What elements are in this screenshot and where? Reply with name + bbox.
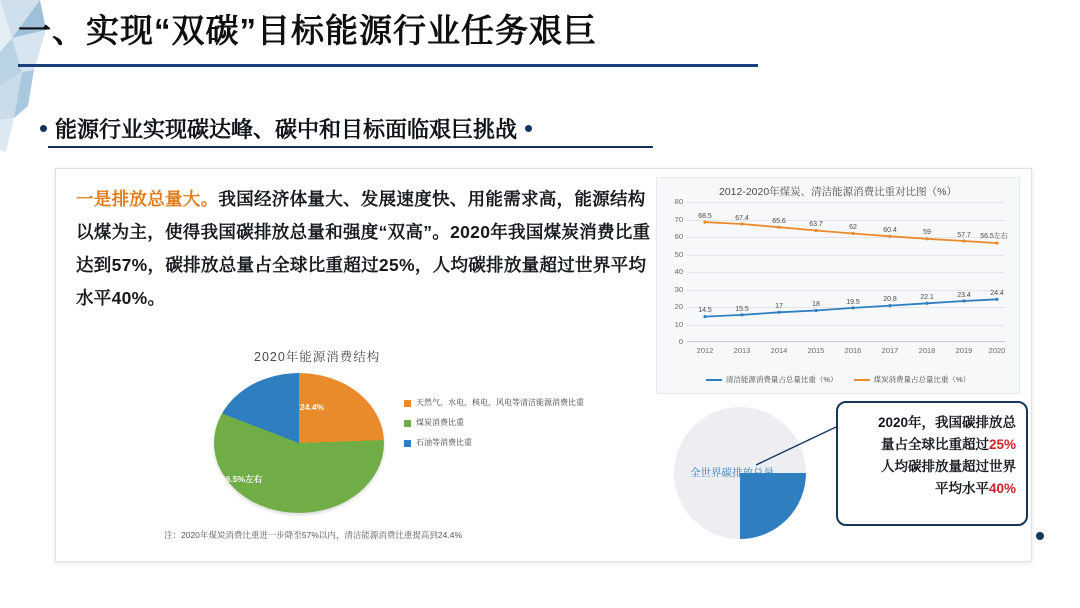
content-card xyxy=(55,168,1032,562)
title-divider xyxy=(18,64,758,67)
ytick: 0 xyxy=(678,337,683,346)
xtick: 2020 xyxy=(988,346,1006,355)
callout-highlight-40: 40% xyxy=(988,481,1016,496)
legend-item xyxy=(854,374,971,385)
callout-line1-b: 我国碳排放总 xyxy=(935,415,1016,430)
data-label-coal: 67.4 xyxy=(735,215,749,222)
legend-item xyxy=(404,417,584,428)
legend-line-clean-icon xyxy=(706,379,722,381)
legend-swatch-oil-icon xyxy=(404,440,411,447)
xtick: 2018 xyxy=(918,346,936,355)
callout-line1-a: 2020年， xyxy=(877,415,935,430)
xtick: 2014 xyxy=(770,346,788,355)
pie-legend xyxy=(404,397,584,457)
data-label-coal: 63.7 xyxy=(809,221,823,228)
line-chart-title: 2012-2020年煤炭、清洁能源消费比重对比图（%） xyxy=(718,186,958,198)
data-label-coal: 59 xyxy=(923,229,931,236)
legend-item xyxy=(706,374,838,385)
xtick: 2019 xyxy=(955,346,973,355)
data-label-clean: 17 xyxy=(775,303,783,310)
data-label-clean: 18 xyxy=(812,301,820,308)
data-label-coal: 60.4 xyxy=(883,227,897,234)
xtick: 2017 xyxy=(881,346,899,355)
page-title xyxy=(18,8,778,66)
subtitle-dot-right xyxy=(525,125,532,132)
ytick: 50 xyxy=(674,249,683,259)
legend-label-clean: 清洁能源消费量占总量比重（%） xyxy=(725,375,838,384)
legend-swatch-coal-icon xyxy=(404,420,411,427)
pie-label-oil: 19.1%左右 xyxy=(152,410,194,420)
callout-line4-a: 平均水平 xyxy=(934,481,989,496)
data-label-clean: 20.8 xyxy=(883,296,897,303)
data-label-clean: 24.4 xyxy=(990,290,1004,297)
xtick: 2013 xyxy=(733,346,751,355)
pie-label-coal: 56.5%左右 xyxy=(221,474,263,484)
data-label-clean: 22.1 xyxy=(920,294,934,301)
callout-line-2 xyxy=(848,434,1016,456)
xtick: 2016 xyxy=(844,346,862,355)
pie-shape xyxy=(214,373,384,513)
legend-label-clean: 天然气、水电、核电、风电等清洁能源消费比重 xyxy=(416,398,584,407)
ytick: 10 xyxy=(674,319,683,329)
subtitle-row xyxy=(40,108,680,148)
body-paragraph xyxy=(76,183,651,315)
data-label-clean: 19.5 xyxy=(846,299,860,306)
data-label-clean: 15.5 xyxy=(735,306,749,313)
ytick: 60 xyxy=(674,232,683,241)
subtitle-dot-left xyxy=(40,125,47,132)
data-label-coal: 68.5 xyxy=(698,213,712,220)
subtitle-text: 能源行业实现碳达峰、碳中和目标面临艰巨挑战 xyxy=(55,116,518,142)
callout-line-3 xyxy=(848,456,1016,478)
callout-line-4 xyxy=(848,478,1016,500)
legend-label-oil: 石油等消费比重 xyxy=(416,438,472,447)
line-chart-legend xyxy=(657,374,1019,385)
pie-label-clean: 24.4% xyxy=(300,402,325,412)
donut-chart-label: 全世界碳排放总量 xyxy=(690,467,774,479)
page-title-text: 一、实现“双碳”目标能源行业任务艰巨 xyxy=(18,12,597,49)
paragraph-lead: 一是排放总量大。 xyxy=(76,189,219,209)
pie-chart-panel xyxy=(104,347,624,552)
legend-swatch-clean-icon xyxy=(404,400,411,407)
ytick: 20 xyxy=(674,302,683,311)
line-chart-panel xyxy=(656,177,1020,394)
line-chart-plot xyxy=(674,197,1008,355)
paragraph-body: 我国经济体量大、发展速度快、用能需求高，能源结构以煤为主，使得我国碳排放总量和强度“双高”。2020年我国煤炭消费比重达到57%，碳排放总量占全球比重超过25%，人均碳排放量超过世界平均水平40%。 xyxy=(76,189,651,308)
legend-item xyxy=(404,397,584,408)
callout-line-1 xyxy=(848,412,1016,434)
pie-chart-graphic xyxy=(214,373,384,513)
ytick: 40 xyxy=(674,267,683,276)
data-label-clean: 23.4 xyxy=(957,292,971,299)
subtitle-underline xyxy=(48,146,653,148)
ytick: 80 xyxy=(674,197,683,206)
data-label-coal: 57.7 xyxy=(957,232,971,239)
legend-item xyxy=(404,437,584,448)
xtick: 2012 xyxy=(696,346,714,355)
legend-label-coal: 煤炭消费比重 xyxy=(416,418,464,427)
ytick: 30 xyxy=(674,284,683,294)
legend-line-coal-icon xyxy=(854,379,870,381)
data-label-coal: 65.6 xyxy=(772,218,786,225)
callout-line2-a: 量占全球比重超过 xyxy=(880,437,989,452)
callout-box xyxy=(836,401,1028,526)
pie-chart-note: 注：2020年煤炭消费比重进一步降至57%以内，清洁能源消费比重提高到24.4% xyxy=(164,530,463,540)
xtick: 2015 xyxy=(807,346,825,355)
callout-highlight-25: 25% xyxy=(988,437,1016,452)
data-label-coal: 56.5左右 xyxy=(980,233,1008,240)
ytick: 70 xyxy=(674,214,683,224)
line-series-svg xyxy=(687,202,1005,342)
callout-line3-text: 人均碳排放量超过世界 xyxy=(881,459,1016,474)
legend-label-coal: 煤炭消费量占总量比重（%） xyxy=(873,375,971,384)
data-label-clean: 14.5 xyxy=(698,307,712,314)
callout-anchor-dot xyxy=(1036,532,1044,540)
pie-chart-title: 2020年能源消费结构 xyxy=(254,350,381,364)
data-label-coal: 62 xyxy=(849,224,857,231)
